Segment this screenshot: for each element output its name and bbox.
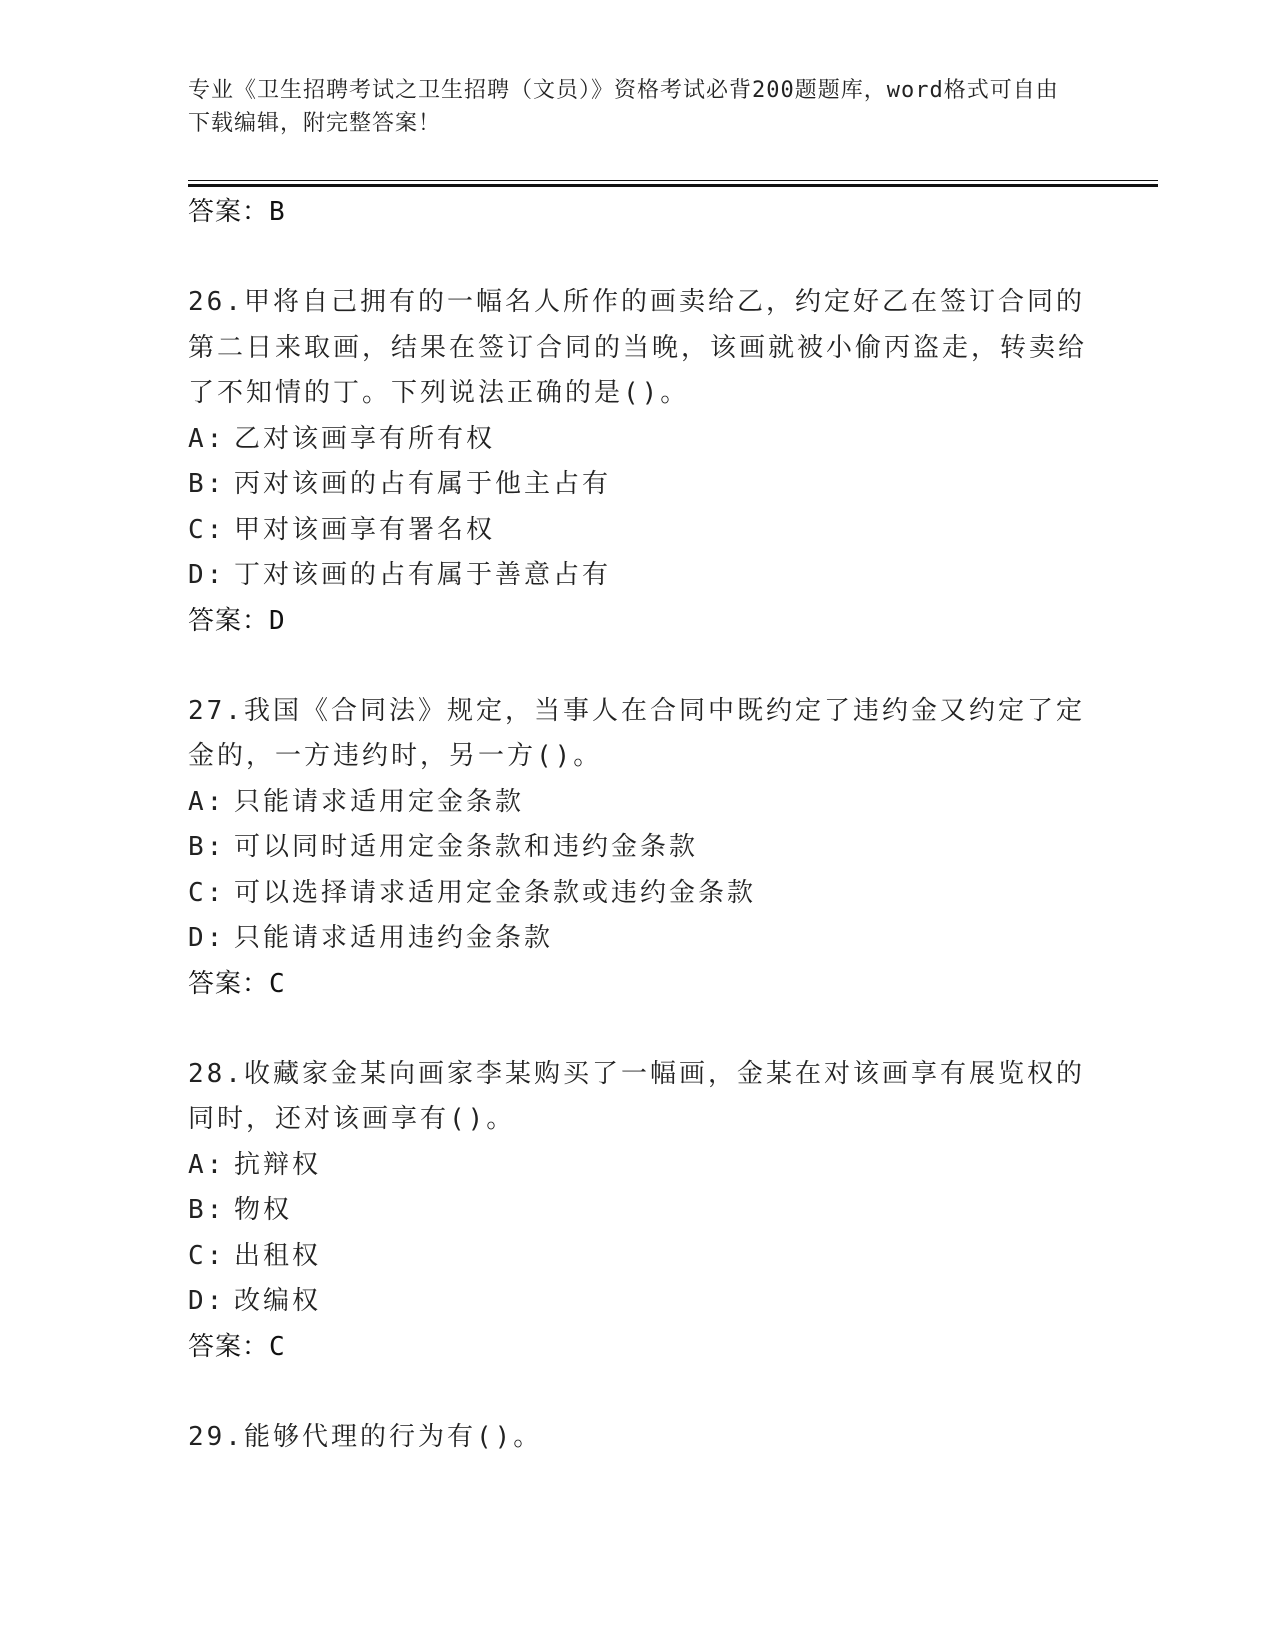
option-d: [188, 916, 1088, 962]
header-divider-thin: [188, 180, 1158, 181]
answer-label: 答案：: [188, 968, 270, 999]
option-text: 甲对该画享有署名权: [234, 514, 496, 545]
option-b: [188, 462, 1088, 508]
option-a: [188, 417, 1088, 463]
question-answer: [188, 1325, 1088, 1369]
option-text: 乙对该画享有所有权: [234, 423, 496, 454]
option-letter: D:: [188, 560, 226, 590]
option-d: [188, 553, 1088, 599]
answer-value: C: [269, 1331, 286, 1362]
option-letter: C:: [188, 877, 226, 908]
option-letter: B:: [188, 832, 226, 862]
option-letter: D:: [188, 923, 226, 953]
question-text: 28.收藏家金某向画家李某购买了一幅画，金某在对该画享有展览权的同时，还对该画享有()。: [188, 1058, 1085, 1134]
header-divider-thick: [188, 184, 1158, 187]
option-text: 可以同时适用定金条款和违约金条款: [234, 832, 699, 862]
question-answer: [188, 962, 1088, 1006]
answer-label: 答案：: [188, 605, 270, 636]
option-a: [188, 780, 1088, 826]
option-c: [188, 1234, 1088, 1280]
option-b: [188, 1188, 1088, 1234]
answer-label: 答案：: [188, 1331, 270, 1362]
option-b: [188, 825, 1088, 871]
option-letter: B:: [188, 469, 226, 499]
question-answer: [188, 599, 1088, 643]
question-29: [188, 1415, 1088, 1461]
option-letter: A:: [188, 786, 226, 817]
answer-value: D: [269, 605, 286, 636]
option-d: [188, 1279, 1088, 1325]
option-text: 只能请求适用违约金条款: [234, 923, 554, 953]
document-body: [188, 190, 1088, 1460]
option-c: [188, 508, 1088, 554]
option-letter: A:: [188, 1149, 226, 1180]
option-letter: A:: [188, 423, 226, 454]
option-letter: C:: [188, 514, 226, 545]
option-letter: D:: [188, 1286, 226, 1316]
option-text: 只能请求适用定金条款: [234, 786, 525, 817]
question-26: [188, 280, 1088, 643]
option-a: [188, 1143, 1088, 1189]
option-text: 抗辩权: [234, 1149, 322, 1180]
option-c: [188, 871, 1088, 917]
question-text: 29.能够代理的行为有()。: [188, 1421, 543, 1452]
question-text: 26.甲将自己拥有的一幅名人所作的画卖给乙，约定好乙在签订合同的第二日来取画，结果在签订合同的当晚，该画就被小偷丙盗走，转卖给了不知情的丁。下列说法正确的是()。: [188, 287, 1088, 408]
option-text: 丁对该画的占有属于善意占有: [234, 560, 612, 590]
option-letter: B:: [188, 1195, 226, 1225]
answer-value: C: [269, 968, 286, 999]
question-27: [188, 689, 1088, 1006]
option-text: 改编权: [234, 1286, 322, 1316]
question-text: 27.我国《合同法》规定，当事人在合同中既约定了违约金又约定了定金的，一方违约时，另一方()。: [188, 695, 1085, 771]
page-header: 专业《卫生招聘考试之卫生招聘（文员）》资格考试必背200题题库，word格式可自由下载编辑，附完整答案！: [188, 78, 1059, 136]
question-28: [188, 1052, 1088, 1369]
option-text: 出租权: [234, 1240, 322, 1271]
answer-value: B: [269, 197, 286, 227]
previous-answer: [188, 190, 1088, 234]
answer-label: 答案：: [188, 197, 270, 227]
option-text: 物权: [234, 1195, 293, 1225]
option-text: 丙对该画的占有属于他主占有: [234, 469, 612, 499]
option-letter: C:: [188, 1240, 226, 1271]
option-text: 可以选择请求适用定金条款或违约金条款: [234, 877, 757, 908]
